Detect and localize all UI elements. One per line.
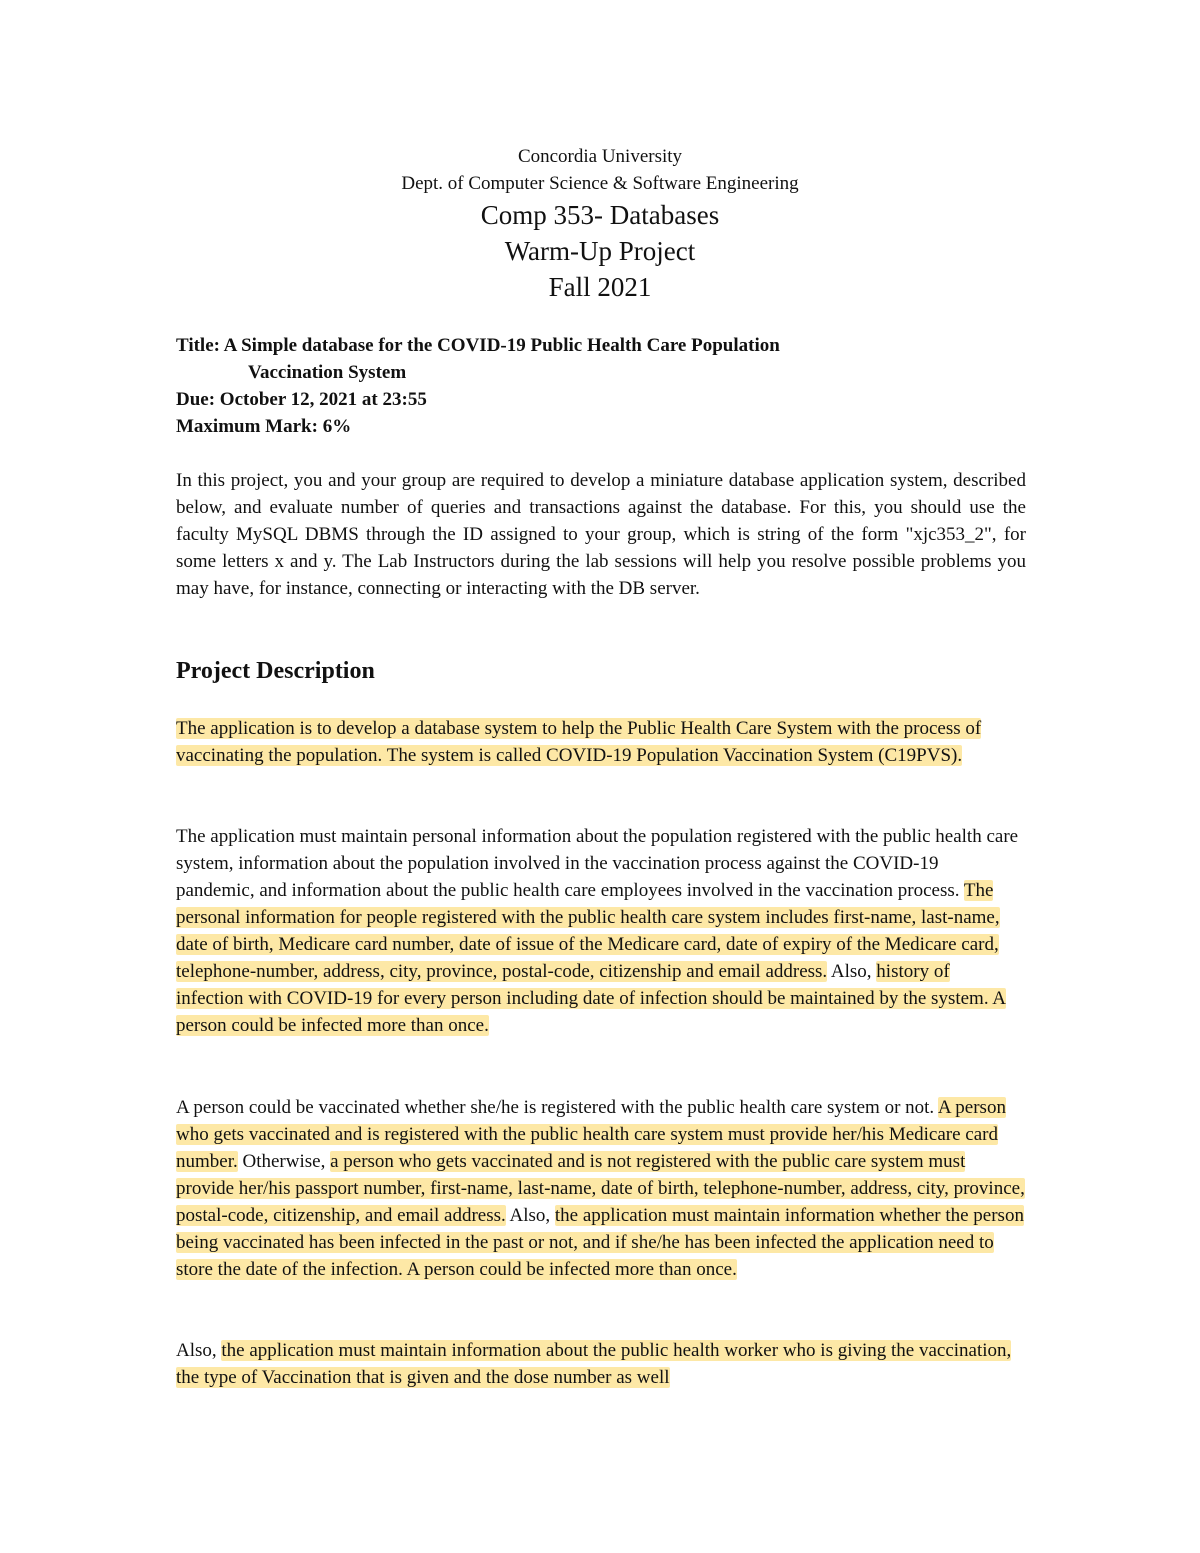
department-name: Dept. of Computer Science & Software Engineering	[401, 173, 799, 194]
highlight-p2-a: The personal information for people registered with the public health care system includes first-name, last-name, date of birth, Medicare card number, date of issue of the Medicare card, date of expiry of the Medicare card, telephone-number, address, city, province, postal-code, citizenship and email address.	[176, 880, 1000, 982]
project-name: Warm-Up Project	[504, 236, 696, 266]
p3-text-a: A person could be vaccinated whether she/he is registered with the public health care system or not.	[176, 1097, 938, 1118]
paragraph-2	[176, 823, 1021, 1039]
paragraph-3	[176, 1094, 1026, 1283]
highlight-p1: The application is to develop a database system to help the Public Health Care System with the process of vaccinating the population. The system is called COVID-19 Population Vaccination System (C19PVS).	[176, 718, 982, 766]
highlight-p4: the application must maintain information about the public health worker who is giving the vaccination, the type of Vaccination that is given and the dose number as well	[176, 1340, 1012, 1388]
term-label: Fall 2021	[548, 272, 652, 302]
p2-gap: Also,	[827, 961, 877, 982]
document-header	[0, 143, 1200, 305]
intro-paragraph: In this project, you and your group are required to develop a miniature database application system, described below, and evaluate number of queries and transactions against the database. For this, you should use the faculty MySQL DBMS through the ID assigned to your group, which is string of the form "xjc353_2", for some letters x and y. The Lab Instructors during the lab sessions will help you resolve possible problems you may have, for instance, connecting or interacting with the DB server.	[176, 470, 1026, 599]
p4-text: Also,	[176, 1340, 222, 1361]
project-meta	[176, 332, 1036, 440]
paragraph-1	[176, 715, 1006, 769]
paragraph-4	[176, 1337, 1026, 1391]
highlight-p3-a: A person who gets vaccinated and is registered with the public health care system must provide her/his Medicare card number.	[176, 1097, 1006, 1172]
section-title: Project Description	[176, 658, 375, 684]
p3-text-c: Also,	[505, 1205, 555, 1226]
highlight-p3-b: a person who gets vaccinated and is not registered with the public care system must provide her/his passport number, first-name, last-name, date of birth, telephone-number, address, city, province, postal-code, citizenship, and email address.	[176, 1151, 1025, 1226]
p3-text-b: Otherwise,	[237, 1151, 331, 1172]
course-title: Comp 353- Databases	[480, 200, 720, 230]
highlight-p2-b: history of infection with COVID-19 for every person including date of infection should be maintained by the system. A person could be infected more than once.	[176, 961, 1007, 1036]
due-date: Due: October 12, 2021 at 23:55	[176, 389, 427, 410]
p2-text: The application must maintain personal information about the population registered with the public health care system, information about the population involved in the vaccination process against the COVID-19 pandemic, and information about the public health care employees involved in the vaccination process.	[176, 826, 1019, 901]
maximum-mark: Maximum Mark: 6%	[176, 416, 352, 437]
university-name: Concordia University	[517, 146, 683, 167]
highlight-p3-c: the application must maintain information whether the person being vaccinated has been infected in the past or not, and if she/he has been infected the application need to store the date of the infection. A person could be infected more than once.	[176, 1205, 1024, 1280]
project-title-line2: Vaccination System	[248, 362, 407, 383]
project-title-line1: Title: A Simple database for the COVID-19 Public Health Care Population	[176, 335, 780, 356]
